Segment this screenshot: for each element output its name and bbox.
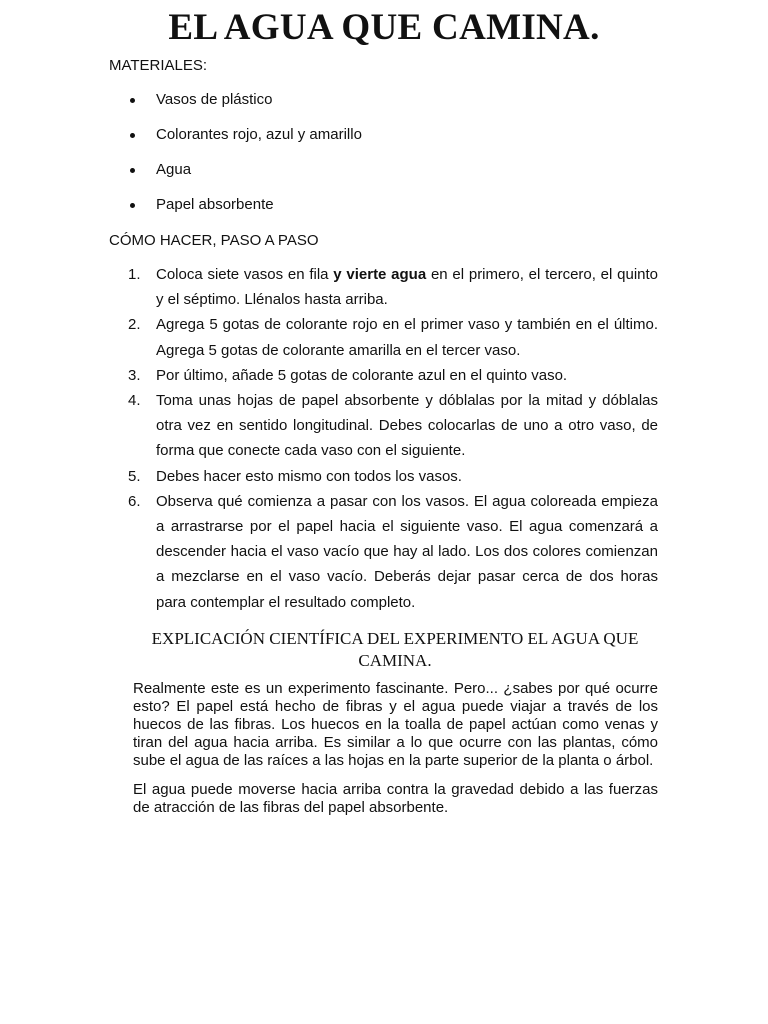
document-title: EL AGUA QUE CAMINA.	[168, 7, 600, 48]
step-text: Observa qué comienza a pasar con los vasos. El agua coloreada empieza a arrastrarse por el papel hacia el siguiente vaso. El agua comenzará a descender hacia el vaso vacío que hay al lado. Los dos colores comienzan a mezclarse en el vaso vacío. Deberás dejar pasar cerca de dos horas para contemplar el resultado completo.	[156, 492, 658, 611]
steps-list	[128, 262, 658, 615]
step-text: Debes hacer esto mismo con todos los vasos.	[156, 467, 462, 485]
step-number: 2.	[128, 316, 141, 334]
step-item	[128, 312, 658, 362]
step-number: 6.	[128, 492, 141, 510]
bullet-icon	[130, 133, 135, 138]
step-item	[128, 489, 658, 615]
explanation-paragraph: El agua puede moverse hacia arriba contra la gravedad debido a las fuerzas de atracción de las fibras del papel absorbente.	[133, 781, 658, 816]
materials-heading: MATERIALES:	[109, 57, 208, 74]
step-item	[128, 262, 658, 312]
bullet-icon	[130, 98, 135, 103]
steps-heading: CÓMO HACER, PASO A PASO	[109, 232, 319, 249]
step-text-start: Coloca siete vasos en fila	[156, 266, 334, 283]
step-number: 4.	[128, 392, 141, 410]
step-number: 3.	[128, 366, 141, 384]
materials-item-text: Colorantes rojo, azul y amarillo	[156, 126, 362, 143]
step-number: 1.	[128, 266, 141, 283]
explanation-paragraph: Realmente este es un experimento fascinante. Pero... ¿sabes por qué ocurre esto? El papel está hecho de fibras y el agua puede viajar a través de los huecos de las fibras. Los huecos en la toalla de papel actúan como venas y tiran del agua hacia arriba. Es similar a lo que ocurre con las plantas, cómo sube el agua de las raíces a las hojas en la parte superior de la planta o árbol.	[133, 680, 658, 769]
bullet-icon	[130, 203, 135, 208]
materials-item-text: Vasos de plástico	[156, 91, 273, 108]
step-text	[156, 266, 658, 308]
step-item	[128, 363, 658, 388]
materials-item-text: Papel absorbente	[156, 196, 274, 213]
step-number: 5.	[128, 467, 141, 485]
step-text: Por último, añade 5 gotas de colorante azul en el quinto vaso.	[156, 366, 568, 384]
step-text: Agrega 5 gotas de colorante rojo en el primer vaso y también en el último. Agrega 5 gotas de colorante amarilla en el tercer vaso.	[156, 316, 658, 359]
science-heading: EXPLICACIÓN CIENTÍFICA DEL EXPERIMENTO EL AGUA QUE CAMINA.	[151, 629, 639, 670]
step-text-bold: y vierte agua	[333, 266, 427, 283]
step-text-end: en el primero, el tercero, el quinto y el séptimo. Llénalos hasta arriba.	[156, 266, 658, 309]
bullet-icon	[130, 168, 135, 173]
step-text: Toma unas hojas de papel absorbente y dóblalas por la mitad y dóblalas otra vez en sentido longitudinal. Debes colocarlas de uno a otro vaso, de forma que conecte cada vaso con el siguiente.	[156, 392, 658, 460]
step-item	[128, 464, 658, 489]
step-item	[128, 388, 658, 464]
materials-item-text: Agua	[156, 161, 192, 178]
